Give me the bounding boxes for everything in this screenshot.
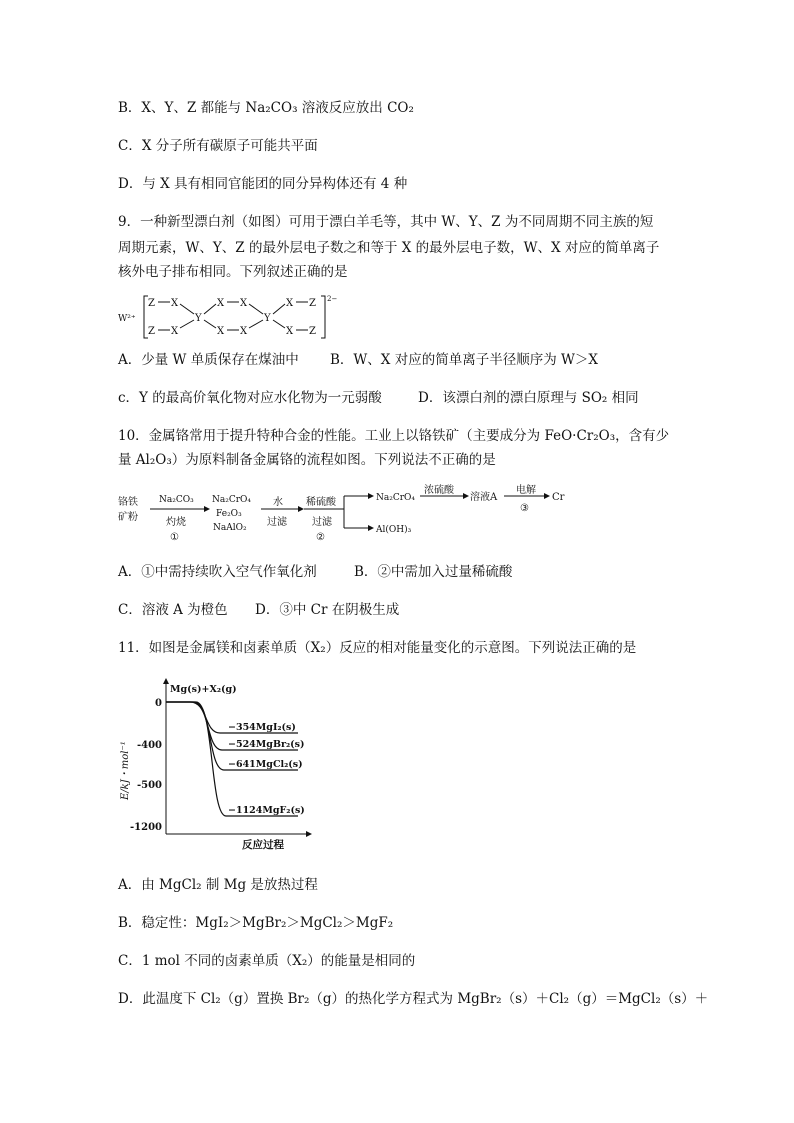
q8-option-c: C．X 分子所有碳原子可能共平面 (118, 138, 318, 154)
q9-stem-line1: 9．一种新型漂白剂（如图）可用于漂白羊毛等，其中 W、Y、Z 为不同周期不同主族的短 (118, 214, 654, 230)
q10-stem-line2: 量 Al₂O₃）为原料制备金属铬的流程如图。下列说法不正确的是 (118, 452, 496, 468)
flow-start-l2: 矿粉 (118, 512, 138, 523)
q10-option-b: B．②中需加入过量稀硫酸 (354, 564, 513, 580)
y-tick-label: -1200 (130, 822, 162, 833)
flow-final: Cr (552, 492, 565, 503)
atom-z1: Z (148, 298, 155, 309)
flow-branch-top: Na₂CrO₄ (376, 493, 416, 503)
flow-prod1-l3: NaAlO₂ (213, 523, 247, 533)
flow-prod1-l1: Na₂CrO₄ (212, 495, 252, 505)
q10-options-row2 (118, 601, 399, 619)
q9-option-b: B．W、X 对应的简单离子半径顺序为 W＞X (330, 352, 598, 368)
chart-start-label: Mg(s)+X₂(g) (170, 684, 237, 695)
structure-charge: 2− (327, 295, 338, 303)
structure-cation: W²⁺ (118, 314, 136, 324)
q9-option-c: c．Y 的最高价氧化物对应水化物为一元弱酸 (118, 390, 382, 406)
q11-option-a: A．由 MgCl₂ 制 Mg 是放热过程 (118, 877, 318, 893)
q11-option-c: C．1 mol 不同的卤素单质（X₂）的能量是相同的 (118, 953, 416, 969)
q10-option-c: C．溶液 A 为橙色 (118, 602, 228, 618)
flow-cond1: 灼烧 (166, 517, 186, 528)
q9-stem-line2: 周期元素，W、Y、Z 的最外层电子数之和等于 X 的最外层电子数，W、X 对应的简单离子 (118, 240, 660, 256)
atom-x5: X (217, 326, 225, 337)
flow-reagent3: 稀硫酸 (306, 497, 336, 508)
q10-option-a: A．①中需持续吹入空气作氧化剂 (118, 564, 317, 580)
atom-x7: X (286, 298, 294, 309)
chart-xlabel: 反应过程 (242, 839, 284, 851)
flow-cond2: 过滤 (267, 517, 287, 528)
q10-stem-line1: 10．金属铬常用于提升特种合金的性能。工业上以铬铁矿（主要成分为 FeO·Cr₂O₃，含有少 (118, 428, 670, 444)
q8-option-b: B．X、Y、Z 都能与 Na₂CO₃ 溶液反应放出 CO₂ (118, 100, 414, 116)
q11-option-d: D．此温度下 Cl₂（g）置换 Br₂（g）的热化学方程式为 MgBr₂（s）＋Cl₂（g）＝MgCl₂（s）＋ (118, 991, 709, 1007)
atom-z3: Z (309, 298, 316, 309)
energy-curve-label: −524MgBr₂(s) (228, 739, 305, 750)
atom-x6: X (240, 326, 248, 337)
atom-z4: Z (309, 326, 316, 337)
q10-flow-diagram (118, 482, 588, 548)
energy-curve-label: −641MgCl₂(s) (228, 759, 303, 770)
flow-cond3: 过滤 (312, 517, 332, 528)
flow-step2: ② (316, 532, 325, 543)
atom-x4: X (240, 298, 248, 309)
atom-x3: X (217, 298, 225, 309)
q8-option-d: D．与 X 具有相同官能团的同分异构体还有 4 种 (118, 176, 408, 192)
y-tick-label: -500 (136, 780, 162, 791)
atom-z2: Z (148, 326, 155, 337)
q11-stem: 11．如图是金属镁和卤素单质（X₂）反应的相对能量变化的示意图。下列说法正确的是 (118, 640, 637, 656)
q9-options-row1 (118, 351, 598, 369)
flow-solution-a: 溶液A (470, 492, 498, 503)
atom-x2: X (171, 326, 179, 337)
right-bracket (321, 296, 325, 338)
q9-stem-line3: 核外电子排布相同。下列叙述正确的是 (118, 264, 348, 280)
q11-option-b: B．稳定性：MgI₂＞MgBr₂＞MgCl₂＞MgF₂ (118, 915, 394, 931)
flow-reagent4: 浓硫酸 (424, 485, 454, 496)
flow-start-l1: 铬铁 (118, 497, 138, 508)
q9-option-d: D．该漂白剂的漂白原理与 SO₂ 相同 (418, 390, 639, 406)
y-tick-label: 0 (155, 698, 162, 709)
atom-y2: Y (264, 313, 271, 324)
flow-branch-bottom: Al(OH)₃ (376, 525, 412, 535)
chart-ylabel: E/kJ・mol⁻¹ (120, 741, 131, 800)
flow-reagent2: 水 (273, 497, 283, 508)
flow-step1: ① (170, 532, 179, 543)
flow-reagent1: Na₂CO₃ (159, 495, 194, 505)
q10-options-row1 (118, 563, 512, 581)
atom-x1: X (171, 298, 179, 309)
y-tick-label: -400 (136, 740, 162, 751)
energy-chart (118, 676, 318, 856)
q9-structure-diagram (118, 293, 358, 341)
energy-curve-label: −1124MgF₂(s) (228, 805, 305, 816)
q9-option-a: A．少量 W 单质保存在煤油中 (118, 352, 299, 368)
q10-option-d: D．③中 Cr 在阴极生成 (255, 602, 400, 618)
energy-curve-label: −354MgI₂(s) (228, 722, 296, 733)
flow-step3: ③ (520, 503, 529, 514)
q9-options-row2 (118, 389, 639, 407)
atom-y1: Y (195, 313, 202, 324)
flow-reagent5: 电解 (516, 485, 536, 496)
atom-x8: X (286, 326, 294, 337)
flow-prod1-l2: Fe₂O₃ (216, 509, 242, 519)
